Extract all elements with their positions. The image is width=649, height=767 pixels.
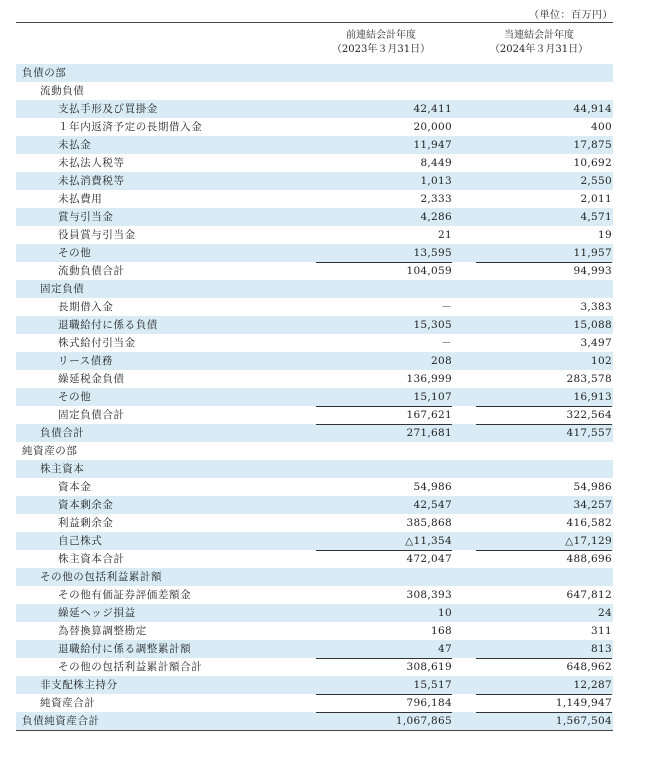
row-label: 退職給付に係る調整累計額 [58, 643, 192, 655]
table-row [16, 604, 613, 622]
value-prior-year: 11,947 [413, 139, 452, 151]
value-current-year: 17,875 [573, 139, 612, 151]
row-label: 流動負債 [40, 85, 85, 97]
table-row [16, 640, 613, 658]
table-row [16, 262, 613, 280]
row-label: 退職給付に係る負債 [58, 319, 158, 331]
value-current-year: 54,986 [573, 481, 612, 493]
value-current-year: 19 [598, 229, 612, 241]
value-current-year: 488,696 [476, 550, 612, 568]
table-row [16, 136, 613, 154]
value-current-year: 4,571 [580, 211, 612, 223]
row-label: １年内返済予定の長期借入金 [58, 121, 203, 133]
column-header-current-year [474, 29, 604, 57]
column-header-prior-year-date: （2023年３月31日） [331, 44, 431, 55]
value-current-year: 2,550 [580, 175, 612, 187]
value-prior-year: 271,681 [316, 424, 452, 442]
value-prior-year: 4,286 [420, 211, 452, 223]
table-row [16, 190, 613, 208]
table-row [16, 658, 613, 676]
table-row [16, 496, 613, 514]
value-current-year: 3,383 [580, 301, 612, 313]
row-label: 負債純資産合計 [22, 715, 100, 727]
value-prior-year: 308,619 [316, 658, 452, 676]
value-prior-year: 20,000 [413, 121, 452, 133]
row-label: 支払手形及び買掛金 [58, 103, 158, 115]
value-prior-year: 15,107 [413, 391, 452, 403]
table-row [16, 82, 613, 100]
value-prior-year: 796,184 [316, 694, 452, 712]
value-prior-year: － [441, 301, 452, 313]
row-label: 非支配株主持分 [40, 679, 118, 691]
table-row [16, 622, 613, 640]
column-header-current-year-title: 当連結会計年度 [504, 30, 574, 41]
table-row [16, 694, 613, 712]
value-prior-year: 208 [431, 355, 452, 367]
value-current-year: 813 [591, 643, 612, 655]
row-label: 流動負債合計 [58, 265, 125, 277]
row-label: 負債合計 [40, 427, 85, 439]
table-row [16, 244, 613, 262]
row-label: 未払法人税等 [58, 157, 125, 169]
row-label: その他有価証券評価差額金 [58, 589, 192, 601]
value-current-year: 44,914 [573, 103, 612, 115]
value-prior-year: 472,047 [316, 550, 452, 568]
table-row [16, 118, 613, 136]
row-label: その他の包括利益累計額 [40, 571, 163, 583]
value-prior-year: 167,621 [316, 406, 452, 424]
table-header [16, 22, 613, 65]
value-prior-year: 168 [431, 625, 452, 637]
table-row [16, 712, 613, 730]
value-current-year: 16,913 [573, 391, 612, 403]
row-label: その他 [58, 391, 92, 403]
table-row [16, 460, 613, 478]
value-current-year: 322,564 [476, 406, 612, 424]
value-current-year: 1,567,504 [476, 712, 612, 730]
value-prior-year: 1,067,865 [316, 712, 452, 730]
row-label: 純資産合計 [40, 697, 96, 709]
value-prior-year: 104,059 [316, 262, 452, 280]
row-label: 未払消費税等 [58, 175, 125, 187]
row-label: 固定負債合計 [58, 409, 125, 421]
table-row [16, 208, 613, 226]
row-label: 為替換算調整勘定 [58, 625, 147, 637]
row-label: 利益剰余金 [58, 517, 114, 529]
value-prior-year: 1,013 [420, 175, 452, 187]
table-row [16, 64, 613, 82]
value-current-year: 15,088 [573, 319, 612, 331]
table-row [16, 298, 613, 316]
row-label: リース債務 [58, 355, 113, 367]
row-label: 繰延ヘッジ損益 [58, 607, 136, 619]
row-label: 自己株式 [58, 535, 103, 547]
value-current-year: 648,962 [476, 658, 612, 676]
table-row [16, 406, 613, 424]
value-prior-year: 21 [438, 229, 452, 241]
unit-label: （単位：百万円） [529, 10, 613, 21]
table-row [16, 100, 613, 118]
table-row [16, 532, 613, 550]
value-current-year: 647,812 [566, 589, 612, 601]
value-prior-year: 308,393 [406, 589, 452, 601]
row-label: 資本剰余金 [58, 499, 114, 511]
value-prior-year: 54,986 [413, 481, 452, 493]
value-current-year: 102 [591, 355, 612, 367]
row-label: 固定負債 [40, 283, 85, 295]
table-row [16, 568, 613, 586]
value-current-year: 34,257 [573, 499, 612, 511]
table-row [16, 370, 613, 388]
table-row [16, 676, 613, 694]
row-label: 純資産の部 [22, 445, 78, 457]
row-label: 株式給付引当金 [58, 337, 136, 349]
value-prior-year: 13,595 [413, 247, 452, 259]
table-row [16, 154, 613, 172]
row-label: その他の包括利益累計額合計 [58, 661, 203, 673]
value-current-year: 94,993 [476, 262, 612, 280]
value-prior-year: 47 [438, 643, 452, 655]
table-bottom-rule [16, 730, 613, 731]
table-row [16, 280, 613, 298]
table-row [16, 226, 613, 244]
table-row [16, 550, 613, 568]
row-label: その他 [58, 247, 92, 259]
value-current-year: 24 [598, 607, 612, 619]
value-current-year: 10,692 [573, 157, 612, 169]
value-current-year: 416,582 [566, 517, 612, 529]
value-prior-year: 385,868 [406, 517, 452, 529]
row-label: 未払費用 [58, 193, 103, 205]
row-label: 役員賞与引当金 [58, 229, 136, 241]
table-row [16, 586, 613, 604]
row-label: 株主資本合計 [58, 553, 125, 565]
row-label: 未払金 [58, 139, 92, 151]
value-prior-year: － [441, 337, 452, 349]
column-header-prior-year [316, 29, 446, 57]
row-label: 負債の部 [22, 67, 67, 79]
table-row [16, 514, 613, 532]
row-label: 株主資本 [40, 463, 85, 475]
value-prior-year: 15,305 [413, 319, 452, 331]
table-row [16, 352, 613, 370]
row-label: 繰延税金負債 [58, 373, 125, 385]
table-row [16, 424, 613, 442]
value-prior-year: 42,547 [413, 499, 452, 511]
value-prior-year: 2,333 [420, 193, 452, 205]
value-current-year: 311 [591, 625, 612, 637]
value-current-year: 11,957 [573, 247, 612, 259]
value-current-year: 2,011 [580, 193, 612, 205]
table-row [16, 316, 613, 334]
value-prior-year: 10 [438, 607, 452, 619]
value-current-year: 283,578 [566, 373, 612, 385]
value-prior-year: 15,517 [413, 679, 452, 691]
value-current-year: 1,149,947 [476, 694, 612, 712]
value-prior-year: △11,354 [405, 535, 452, 547]
value-current-year: 417,557 [476, 424, 612, 442]
value-current-year: △17,129 [565, 535, 612, 547]
row-label: 長期借入金 [58, 301, 114, 313]
row-label: 資本金 [58, 481, 92, 493]
value-prior-year: 42,411 [413, 103, 452, 115]
table-row [16, 334, 613, 352]
column-header-current-year-date: （2024年３月31日） [489, 44, 589, 55]
table-row [16, 478, 613, 496]
balance-sheet-table [16, 64, 613, 730]
value-prior-year: 136,999 [406, 373, 452, 385]
table-row [16, 388, 613, 406]
row-label: 賞与引当金 [58, 211, 114, 223]
table-row [16, 172, 613, 190]
value-prior-year: 8,449 [420, 157, 452, 169]
value-current-year: 400 [591, 121, 612, 133]
table-row [16, 442, 613, 460]
column-header-prior-year-title: 前連結会計年度 [346, 30, 416, 41]
value-current-year: 12,287 [573, 679, 612, 691]
value-current-year: 3,497 [580, 337, 612, 349]
